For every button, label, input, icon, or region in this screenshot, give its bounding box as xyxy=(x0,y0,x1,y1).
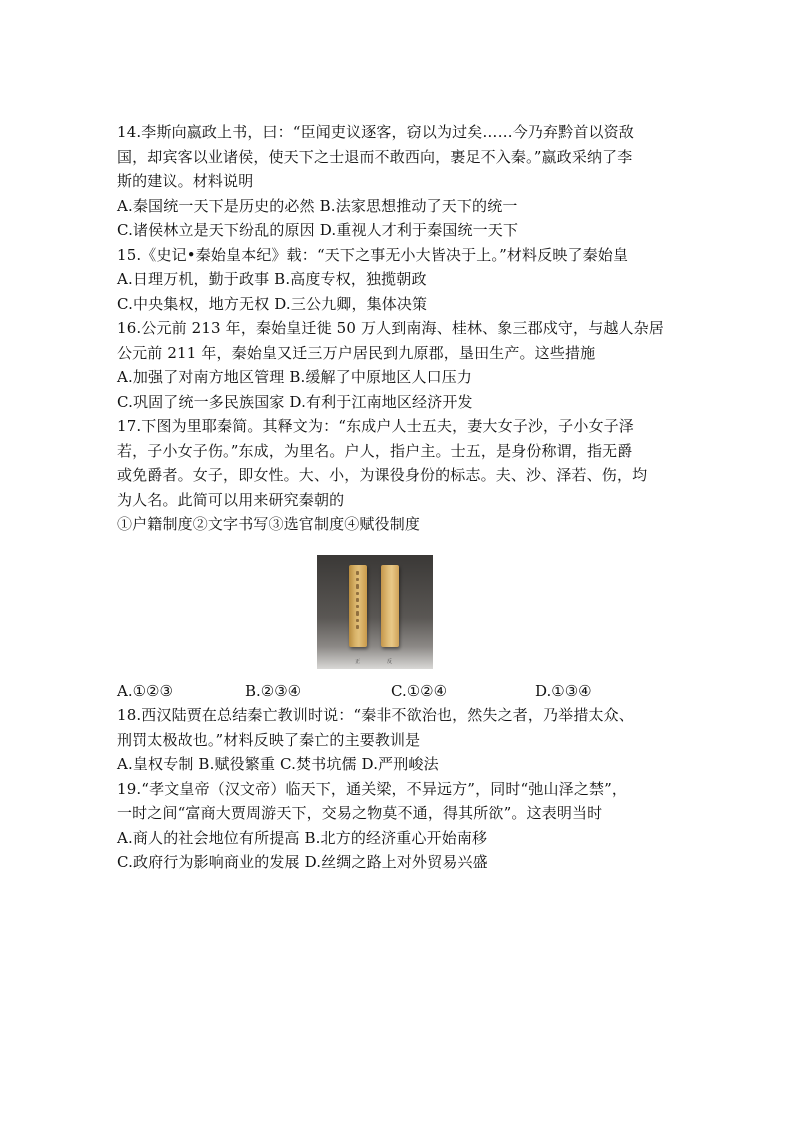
exam-page xyxy=(117,120,677,875)
question-text: 斯的建议。材料说明 xyxy=(117,172,254,190)
question-text: 刑罚太极故也。”材料反映了秦亡的主要教训是 xyxy=(117,730,421,749)
option-line: C.诸侯林立是天下纷乱的原因 D.重视人才利于秦国统一天下 xyxy=(117,221,519,239)
question-17 xyxy=(117,414,677,703)
option-line: A.皇权专制 B.赋役繁重 C.焚书坑儒 D.严刑峻法 xyxy=(117,755,439,773)
question-14 xyxy=(117,120,677,243)
question-16 xyxy=(117,316,677,414)
option-line: A.加强了对南方地区管理 B.缓解了中原地区人口压力 xyxy=(117,368,473,386)
question-15 xyxy=(117,243,677,317)
bamboo-slip-back xyxy=(381,565,399,647)
bamboo-slip-front xyxy=(349,565,367,647)
qin-bamboo-slip-photo xyxy=(317,555,433,669)
question-text: 公元前 211 年，秦始皇又迁三万户居民到九原郡，垦田生产。这些措施 xyxy=(117,343,596,362)
options-row xyxy=(117,679,677,704)
choice-items: ①户籍制度②文字书写③选官制度④赋役制度 xyxy=(117,515,421,533)
question-text: 17.下图为里耶秦简。其释文为：“东成户人士五夫，妻大女子沙，子小女子泽 xyxy=(117,417,634,435)
figure-label-back: 反 xyxy=(387,658,393,665)
question-text: 国，却宾客以业诸侯，使天下之士退而不敢西向，裹足不入秦。”嬴政采纳了李 xyxy=(117,147,633,166)
question-text: 一时之间“富商大贾周游天下，交易之物莫不通，得其所欲”。这表明当时 xyxy=(117,804,603,822)
option-c: C.①②④ xyxy=(391,681,448,700)
option-b: B.②③④ xyxy=(245,681,302,700)
option-line: C.政府行为影响商业的发展 D.丝绸之路上对外贸易兴盛 xyxy=(117,853,488,871)
figure-label-front: 正 xyxy=(355,658,361,665)
question-text: 15.《史记•秦始皇本纪》载：“天下之事无小大皆决于上。”材料反映了秦始皇 xyxy=(117,245,629,264)
question-text: 18.西汉陆贾在总结秦亡教训时说：“秦非不欲治也，然失之者，乃举措太众、 xyxy=(117,706,634,724)
option-d: D.①③④ xyxy=(535,681,592,700)
question-text: 或免爵者。女子，即女性。大、小，为课役身份的标志。夫、沙、泽若、伤，均 xyxy=(117,466,648,484)
question-18 xyxy=(117,703,677,777)
option-line: A.商人的社会地位有所提高 B.北方的经济重心开始南移 xyxy=(117,828,488,847)
question-19 xyxy=(117,777,677,875)
option-a: A.①②③ xyxy=(117,681,173,700)
question-text: 为人名。此简可以用来研究秦朝的 xyxy=(117,490,345,509)
option-line: A.秦国统一天下是历史的必然 B.法家思想推动了天下的统一 xyxy=(117,196,518,215)
question-text: 14.李斯向嬴政上书，曰：“臣闻吏议逐客，窃以为过矣……今乃弃黔首以资敌 xyxy=(117,123,634,141)
option-line: C.中央集权，地方无权 D.三公九卿，集体决策 xyxy=(117,294,428,313)
question-text: 16.公元前 213 年，秦始皇迁徙 50 万人到南海、桂林、象三郡戍守，与越人杂居 xyxy=(117,319,664,337)
question-text: 若，子小女子伤。”东成，为里名。户人，指户主。士五，是身份称谓，指无爵 xyxy=(117,441,633,460)
option-line: C.巩固了统一多民族国家 D.有利于江南地区经济开发 xyxy=(117,392,473,411)
option-line: A.日理万机，勤于政事 B.高度专权，独揽朝政 xyxy=(117,270,427,288)
question-text: 19.“孝文皇帝（汉文帝）临天下，通关梁，不异远方”，同时“弛山泽之禁”， xyxy=(117,779,628,798)
